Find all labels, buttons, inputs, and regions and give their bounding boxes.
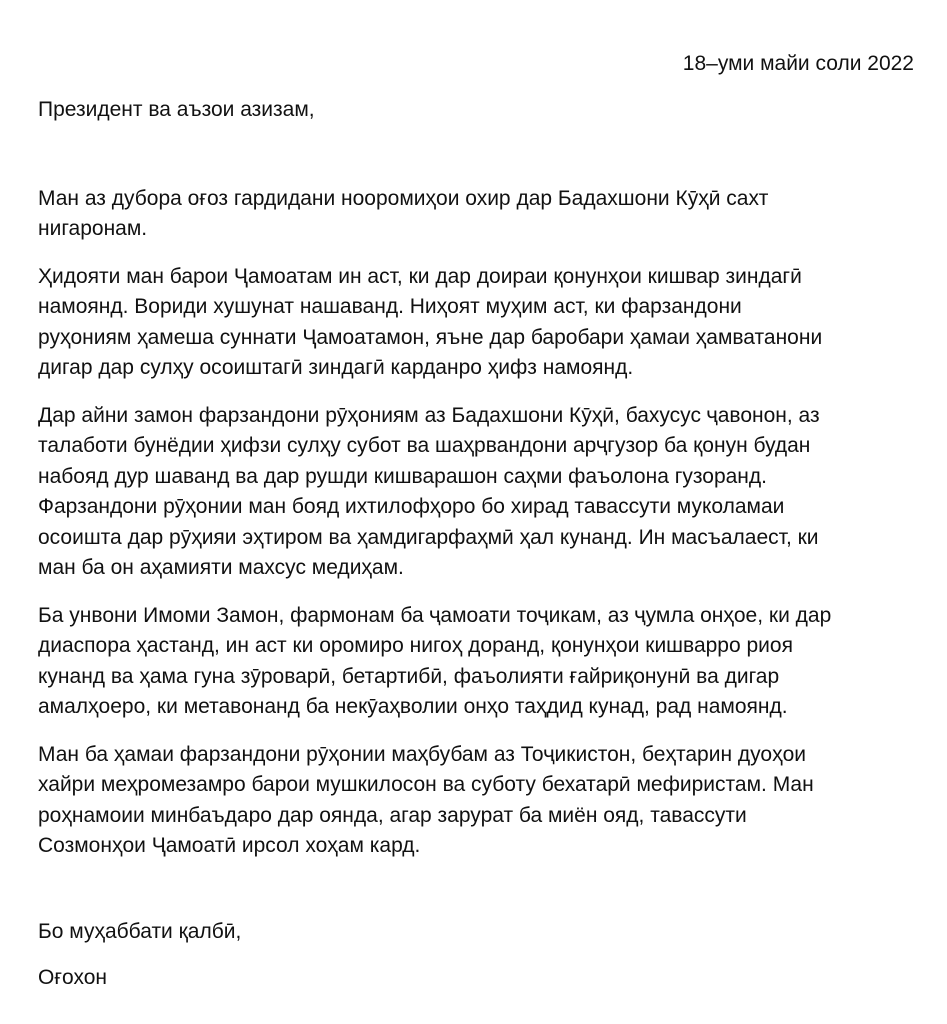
paragraph-line: амалҳоеро, ки метавонанд ба некӯаҳволии онҳо таҳдид кунад, рад намоянд.: [38, 695, 788, 718]
paragraph-line: Ҳидояти ман барои Ҷамоатам ин аст, ки дар доираи қонунҳои кишвар зиндагӣ: [38, 264, 802, 288]
paragraph-line: кунанд ва ҳама гуна зӯроварӣ, бетартибӣ, фаъолияти ғайриқонунӣ ва дигар: [38, 664, 780, 688]
letter-body: [38, 95, 913, 994]
paragraph-line: Ба унвони Имоми Замон, фармонам ба ҷамоати тоҷикам, аз ҷумла онҳое, ки дар: [38, 603, 832, 627]
letter-paragraphs: [38, 184, 913, 862]
paragraph-line: Ман ба ҳамаи фарзандони рӯҳонии маҳбубам аз Тоҷикистон, беҳтарин дуоҳои: [38, 742, 806, 766]
paragraph-line: роҳнамоии минбаъдаро дар оянда, агар зарурат ба миён ояд, тавассути: [38, 803, 747, 827]
paragraph-line: Созмонҳои Ҷамоатӣ ирсол хоҳам кард.: [38, 834, 421, 857]
paragraph-line: Фарзандони рӯҳонии ман бояд ихтилофҳоро бо хирад тавассути муколамаи: [38, 495, 785, 518]
paragraph-line: нигаронам.: [38, 217, 148, 240]
paragraph-5: [38, 740, 913, 862]
closing: Бо муҳаббати қалбӣ,: [38, 919, 242, 943]
paragraph-3: [38, 401, 913, 584]
paragraph-line: хайри меҳромезамро барои мушкилосон ва суботу бехатарӣ мефиристам. Ман: [38, 773, 814, 796]
paragraph-line: осоишта дар рӯҳияи эҳтиром ва ҳамдигарфаҳмӣ ҳал кунанд. Ин масъалаест, ки: [38, 525, 819, 549]
salutation: Президент ва аъзои азизам,: [38, 98, 315, 121]
paragraph-1: [38, 184, 913, 245]
paragraph-line: дигар дар сулҳу осоиштагӣ зиндагӣ карданро ҳифз намоянд.: [38, 356, 634, 379]
paragraph-line: Дар айни замон фарзандони рӯҳониям аз Бадахшони Кӯҳӣ, бахусус ҷавонон, аз: [38, 403, 820, 427]
paragraph-line: Ман аз дубора оғоз гардидани ноoромиҳои охир дар Бадахшони Кӯҳӣ сахт: [38, 186, 769, 210]
letter-date: 18–уми майи соли 2022: [682, 52, 914, 75]
signature: Оғохон: [38, 966, 107, 989]
paragraph-line: руҳониям ҳамеша суннати Ҷамоатамон, яъне дар баробари ҳамаи ҳамватанони: [38, 325, 823, 349]
paragraph-2: [38, 262, 913, 384]
paragraph-line: ман ба он аҳамияти махсус медиҳам.: [38, 556, 404, 579]
paragraph-line: намоянд. Вориди хушунат нашаванд. Ниҳоят муҳим аст, ки фарзандони: [38, 295, 742, 318]
paragraph-line: диаспора ҳастанд, ин аст ки оромиро нигоҳ доранд, қонунҳои кишварро риоя: [38, 634, 793, 657]
paragraph-4: [38, 601, 913, 723]
paragraph-line: набояд дур шаванд ва дар рушди кишварашон саҳми фаъолона гузоранд.: [38, 464, 767, 488]
paragraph-line: талаботи бунёдии ҳифзи сулҳу субот ва шаҳрвандони арҷгузор ба қонун будан: [38, 434, 811, 457]
